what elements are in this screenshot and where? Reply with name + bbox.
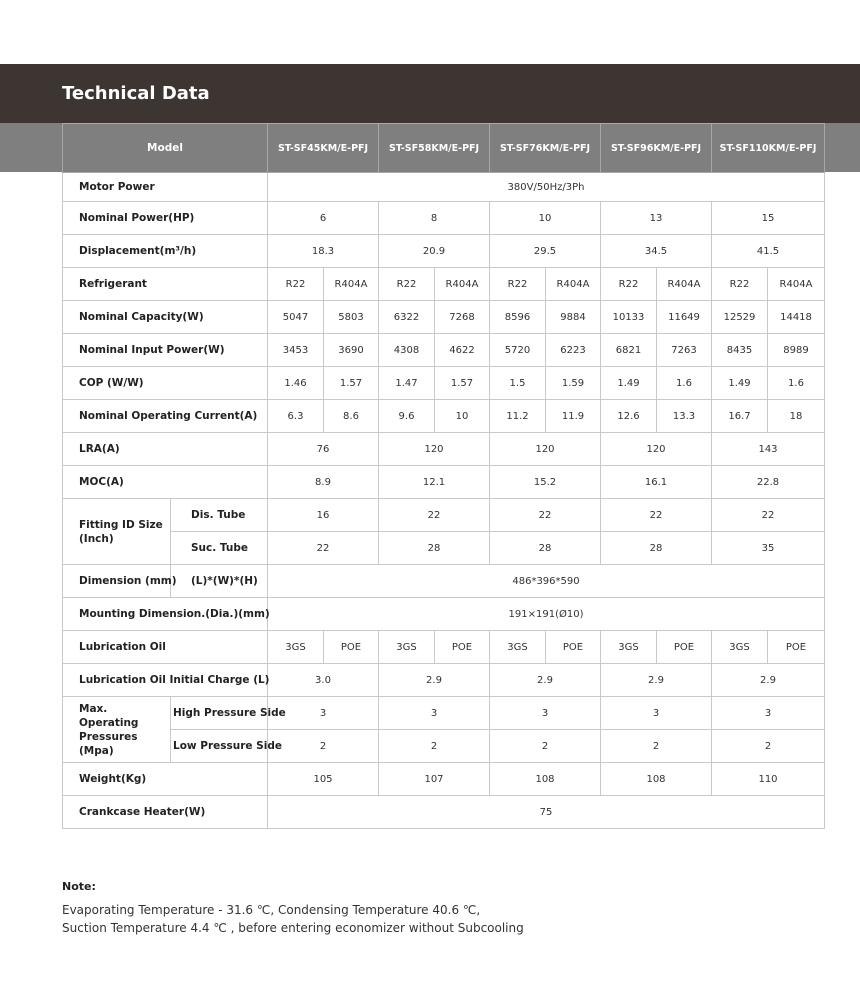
table-cell: 4308	[379, 334, 435, 367]
table-row	[63, 433, 825, 466]
row-label: LRA(A)	[63, 433, 268, 466]
table-cell: R22	[601, 268, 657, 301]
table-cell: 8.9	[268, 466, 379, 499]
table-cell: R404A	[768, 268, 825, 301]
table-cell: 3	[268, 697, 379, 730]
table-row	[63, 697, 825, 730]
table-cell: 1.57	[324, 367, 379, 400]
table-cell: 6.3	[268, 400, 324, 433]
table-row	[63, 763, 825, 796]
page-title: Technical Data	[62, 83, 210, 104]
table-cell: 1.5	[490, 367, 546, 400]
table-cell: R22	[379, 268, 435, 301]
table-cell: 2	[490, 730, 601, 763]
table-cell: 1.49	[601, 367, 657, 400]
table-cell: 15.2	[490, 466, 601, 499]
table-cell: 22	[601, 499, 712, 532]
table-cell: 8	[379, 202, 490, 235]
table-cell: 41.5	[712, 235, 825, 268]
table-row	[63, 499, 825, 532]
table-cell: 3	[601, 697, 712, 730]
table-row	[63, 202, 825, 235]
table-cell: 11.2	[490, 400, 546, 433]
table-row	[63, 268, 825, 301]
model-header: Model	[63, 124, 268, 173]
row-label: Nominal Power(HP)	[63, 202, 268, 235]
table-row	[63, 532, 825, 565]
table-cell: 1.46	[268, 367, 324, 400]
table-cell: 10133	[601, 301, 657, 334]
table-cell: 3	[490, 697, 601, 730]
table-cell: 107	[379, 763, 490, 796]
table-cell: 13.3	[657, 400, 712, 433]
row-label: Nominal Capacity(W)	[63, 301, 268, 334]
table-cell: 28	[490, 532, 601, 565]
table-row	[63, 173, 825, 202]
table-cell: 11649	[657, 301, 712, 334]
table-cell: 12529	[712, 301, 768, 334]
table-cell: 3.0	[268, 664, 379, 697]
table-cell: POE	[657, 631, 712, 664]
table-cell: 75	[268, 796, 825, 829]
row-label: Motor Power	[63, 173, 268, 202]
table-cell: 22.8	[712, 466, 825, 499]
table-row	[63, 400, 825, 433]
note-line: Suction Temperature 4.4 ℃ , before entering economizer without Subcooling	[62, 921, 524, 935]
table-cell: 2	[379, 730, 490, 763]
table-cell: 2.9	[601, 664, 712, 697]
table-cell: 3	[712, 697, 825, 730]
table-cell: 143	[712, 433, 825, 466]
table-cell: 35	[712, 532, 825, 565]
technical-data-table	[62, 123, 825, 829]
model-name: ST-SF76KM/E-PFJ	[490, 124, 601, 173]
table-cell: 6821	[601, 334, 657, 367]
table-cell: 6223	[546, 334, 601, 367]
table-cell: 9884	[546, 301, 601, 334]
model-name: ST-SF96KM/E-PFJ	[601, 124, 712, 173]
table-cell: 2.9	[712, 664, 825, 697]
table-cell: R22	[490, 268, 546, 301]
table-cell: 76	[268, 433, 379, 466]
table-cell: 11.9	[546, 400, 601, 433]
table-cell: 2.9	[490, 664, 601, 697]
table-row	[63, 730, 825, 763]
row-label: Displacement(m³/h)	[63, 235, 268, 268]
table-cell: POE	[324, 631, 379, 664]
table-cell: 22	[268, 532, 379, 565]
table-cell: 28	[601, 532, 712, 565]
table-row	[63, 367, 825, 400]
table-cell: R404A	[324, 268, 379, 301]
sub-label: Low Pressure Side	[171, 730, 268, 763]
table-cell: 6	[268, 202, 379, 235]
table-cell: 1.47	[379, 367, 435, 400]
sub-label: High Pressure Side	[171, 697, 268, 730]
table-cell: 18.3	[268, 235, 379, 268]
table-cell: R404A	[435, 268, 490, 301]
table-cell: R404A	[546, 268, 601, 301]
table-cell: 4622	[435, 334, 490, 367]
sub-label: Suc. Tube	[171, 532, 268, 565]
table-row	[63, 796, 825, 829]
table-cell: 16.7	[712, 400, 768, 433]
row-label: Nominal Input Power(W)	[63, 334, 268, 367]
table-cell: 3GS	[601, 631, 657, 664]
row-label: MOC(A)	[63, 466, 268, 499]
table-cell: 5720	[490, 334, 546, 367]
table-row	[63, 301, 825, 334]
table-cell: R22	[268, 268, 324, 301]
table-cell: 108	[601, 763, 712, 796]
table-row	[63, 598, 825, 631]
table-cell: 120	[601, 433, 712, 466]
table-cell: 1.49	[712, 367, 768, 400]
table-cell: 110	[712, 763, 825, 796]
table-cell: 14418	[768, 301, 825, 334]
table-cell: 2	[601, 730, 712, 763]
row-label: Mounting Dimension.(Dia.)(mm)	[63, 598, 268, 631]
table-cell: 3453	[268, 334, 324, 367]
table-cell: POE	[546, 631, 601, 664]
table-cell: 5047	[268, 301, 324, 334]
table-cell: 120	[379, 433, 490, 466]
row-label: Weight(Kg)	[63, 763, 268, 796]
table-cell: 8989	[768, 334, 825, 367]
table-cell: 3	[379, 697, 490, 730]
row-label: Lubrication Oil Initial Charge (L)	[63, 664, 268, 697]
note-title: Note:	[62, 880, 96, 893]
table-cell: R22	[712, 268, 768, 301]
table-cell: 1.57	[435, 367, 490, 400]
table-cell: 12.6	[601, 400, 657, 433]
table-cell: 108	[490, 763, 601, 796]
row-label: Lubrication Oil	[63, 631, 268, 664]
table-cell: 380V/50Hz/3Ph	[268, 173, 825, 202]
table-row	[63, 334, 825, 367]
table-cell: 3GS	[268, 631, 324, 664]
table-cell: R404A	[657, 268, 712, 301]
table-cell: 7263	[657, 334, 712, 367]
table-cell: 22	[379, 499, 490, 532]
table-cell: 3GS	[490, 631, 546, 664]
table-cell: 16.1	[601, 466, 712, 499]
table-cell: 15	[712, 202, 825, 235]
table-cell: 8435	[712, 334, 768, 367]
note-block	[62, 880, 822, 937]
table-cell: 1.6	[657, 367, 712, 400]
model-name: ST-SF45KM/E-PFJ	[268, 124, 379, 173]
table-cell: 28	[379, 532, 490, 565]
table-cell: 29.5	[490, 235, 601, 268]
table-cell: 3690	[324, 334, 379, 367]
table-row	[63, 235, 825, 268]
table-cell: 13	[601, 202, 712, 235]
table-row	[63, 466, 825, 499]
table-cell: 20.9	[379, 235, 490, 268]
title-bar	[0, 64, 860, 123]
row-label: Dimension (mm)	[63, 565, 171, 598]
table-cell: 1.6	[768, 367, 825, 400]
table-cell: 5803	[324, 301, 379, 334]
table-row	[63, 631, 825, 664]
table-cell: 486*396*590	[268, 565, 825, 598]
model-name: ST-SF58KM/E-PFJ	[379, 124, 490, 173]
row-label: Fitting ID Size (Inch)	[63, 499, 171, 565]
table-row	[63, 664, 825, 697]
row-label: Nominal Operating Current(A)	[63, 400, 268, 433]
sub-label: (L)*(W)*(H)	[171, 565, 268, 598]
table-cell: 12.1	[379, 466, 490, 499]
table-cell: 22	[712, 499, 825, 532]
table-cell: 10	[435, 400, 490, 433]
table-cell: 2	[268, 730, 379, 763]
table-cell: 18	[768, 400, 825, 433]
table-cell: 1.59	[546, 367, 601, 400]
note-line: Evaporating Temperature - 31.6 ℃, Condensing Temperature 40.6 ℃,	[62, 903, 481, 917]
header-row	[63, 124, 825, 173]
table-cell: 6322	[379, 301, 435, 334]
row-label: Max. Operating Pressures (Mpa)	[63, 697, 171, 763]
table-cell: 9.6	[379, 400, 435, 433]
model-name: ST-SF110KM/E-PFJ	[712, 124, 825, 173]
table-cell: 34.5	[601, 235, 712, 268]
sub-label: Dis. Tube	[171, 499, 268, 532]
table-cell: 191×191(Ø10)	[268, 598, 825, 631]
table-cell: 2.9	[379, 664, 490, 697]
table-cell: 120	[490, 433, 601, 466]
table-cell: 3GS	[712, 631, 768, 664]
table-cell: 105	[268, 763, 379, 796]
table-cell: 22	[490, 499, 601, 532]
table-cell: 8596	[490, 301, 546, 334]
table-cell: 8.6	[324, 400, 379, 433]
table-cell: 2	[712, 730, 825, 763]
table-cell: 3GS	[379, 631, 435, 664]
table-cell: 10	[490, 202, 601, 235]
row-label: Refrigerant	[63, 268, 268, 301]
row-label: Crankcase Heater(W)	[63, 796, 268, 829]
row-label: COP (W/W)	[63, 367, 268, 400]
table-cell: POE	[435, 631, 490, 664]
table-row	[63, 565, 825, 598]
table-cell: POE	[768, 631, 825, 664]
table-cell: 16	[268, 499, 379, 532]
table-cell: 7268	[435, 301, 490, 334]
